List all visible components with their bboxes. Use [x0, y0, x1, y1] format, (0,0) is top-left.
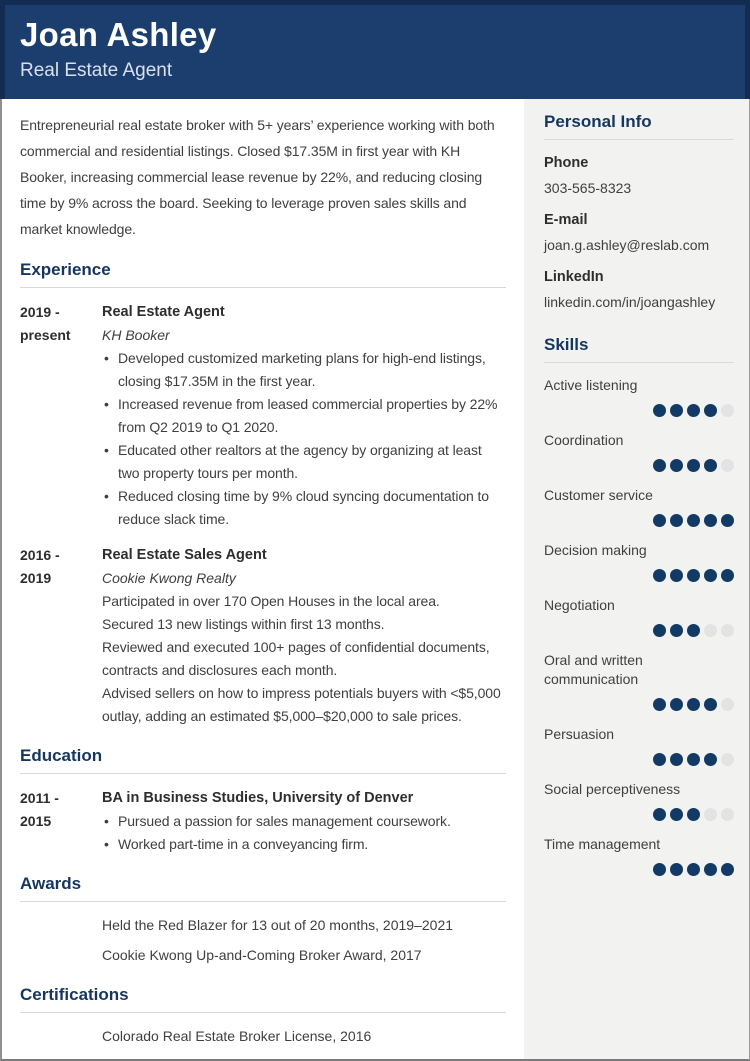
- skill-item: [544, 431, 734, 473]
- entry-body: [102, 301, 506, 531]
- skill-rating: [544, 808, 734, 822]
- skill-item: [544, 835, 734, 877]
- personal-info-fields: [544, 154, 734, 311]
- skill-name: Time management: [544, 836, 661, 852]
- skill-dot: [704, 404, 717, 417]
- entry-bullet: • Reduced closing time by 9% cloud syncing documentation to reduce slack time.: [102, 485, 506, 531]
- personal-info-heading: Personal Info: [544, 112, 734, 140]
- skill-dot: [653, 404, 666, 417]
- main-column: [2, 99, 524, 1059]
- skill-dot: [653, 514, 666, 527]
- entry-body: [102, 787, 506, 856]
- skill-dot: [704, 863, 717, 876]
- skill-dot: [721, 569, 734, 582]
- skill-dot: [653, 459, 666, 472]
- entry-date-start: 2011 -: [20, 790, 59, 806]
- section-experience: [20, 260, 506, 728]
- award-item: Held the Red Blazer for 13 out of 20 months, 2019–2021: [102, 917, 454, 933]
- entry-title: Real Estate Sales Agent: [102, 547, 267, 563]
- skill-dot: [670, 808, 683, 821]
- experience-entry: [20, 301, 506, 531]
- skill-dot: [704, 698, 717, 711]
- entry-bullet: • Educated other realtors at the agency by organizing at least two property tours per month.: [102, 439, 506, 485]
- skill-name: Persuasion: [544, 726, 615, 742]
- skill-dot: [670, 863, 683, 876]
- entry-line: Reviewed and executed 100+ pages of confidential documents, contracts and disclosures each month.: [102, 639, 490, 678]
- skill-dot: [687, 753, 700, 766]
- skill-dot: [670, 514, 683, 527]
- skill-rating: [544, 698, 734, 712]
- entry-date-start: 2016 -: [20, 547, 60, 563]
- entry-body: [102, 544, 506, 728]
- skills-list: [544, 376, 734, 877]
- certifications-heading: Certifications: [20, 985, 506, 1013]
- skill-dot: [653, 624, 666, 637]
- resume-body: [0, 99, 750, 1061]
- entry-line: Advised sellers on how to impress potentials buyers with <$5,000 outlay, adding an estimated $5,000–$20,000 to sale prices.: [102, 685, 501, 724]
- education-entry: [20, 787, 506, 856]
- education-entries: [20, 787, 506, 856]
- skill-name: Active listening: [544, 377, 638, 393]
- skill-dot: [687, 514, 700, 527]
- skill-dot: [653, 569, 666, 582]
- skill-dot: [704, 514, 717, 527]
- skill-rating: [544, 569, 734, 583]
- entry-dates: [20, 787, 102, 856]
- skill-dot: [721, 624, 734, 637]
- skill-dot: [653, 753, 666, 766]
- skill-dot: [653, 698, 666, 711]
- job-title: Real Estate Agent: [20, 60, 173, 81]
- skill-dot: [670, 459, 683, 472]
- skill-item: [544, 486, 734, 528]
- skill-name: Decision making: [544, 542, 647, 558]
- entry-line: Participated in over 170 Open Houses in the local area.: [102, 593, 440, 609]
- field-label: LinkedIn: [544, 269, 604, 285]
- award-item: Cookie Kwong Up-and-Coming Broker Award, 2017: [102, 947, 422, 963]
- field-value: linkedin.com/in/joangashley: [544, 294, 716, 310]
- skill-item: [544, 376, 734, 418]
- skill-dot: [721, 404, 734, 417]
- entry-dates: [20, 544, 102, 728]
- skill-dot: [653, 863, 666, 876]
- skill-dot: [721, 808, 734, 821]
- entry-date-end: present: [20, 327, 71, 343]
- skill-dot: [687, 404, 700, 417]
- skill-dot: [721, 459, 734, 472]
- entry-date-start: 2019 -: [20, 304, 60, 320]
- skill-rating: [544, 624, 734, 638]
- entry-bullets: [102, 810, 506, 856]
- skill-item: [544, 541, 734, 583]
- skill-dot: [670, 624, 683, 637]
- skills-heading: Skills: [544, 335, 734, 363]
- skill-rating: [544, 863, 734, 877]
- section-awards: [20, 874, 506, 967]
- entry-bullet: • Pursued a passion for sales management coursework.: [102, 810, 506, 833]
- skill-name: Oral and written communication: [544, 652, 643, 687]
- skill-dot: [670, 698, 683, 711]
- skill-dot: [653, 808, 666, 821]
- skill-name: Social perceptiveness: [544, 781, 681, 797]
- experience-entries: [20, 301, 506, 728]
- skill-dot: [670, 569, 683, 582]
- skill-dot: [721, 753, 734, 766]
- skill-rating: [544, 514, 734, 528]
- summary-text: Entrepreneurial real estate broker with 5+ years’ experience working with both commercial and residential listings. Closed $17.35M in first year with KH Booker, increasing commercial lease revenue by 22%, and reducing closing time by 9% across the board. Seeking to leverage proven sales skills and market knowledge.: [20, 117, 495, 237]
- section-certifications: [20, 985, 506, 1048]
- skill-dot: [704, 569, 717, 582]
- skill-dot: [704, 459, 717, 472]
- skill-rating: [544, 753, 734, 767]
- entry-company: KH Booker: [102, 327, 170, 343]
- skill-dot: [704, 753, 717, 766]
- skill-dot: [721, 863, 734, 876]
- skill-dot: [704, 624, 717, 637]
- entry-bullet: • Worked part-time in a conveyancing firm.: [102, 833, 506, 856]
- entry-bullet: • Increased revenue from leased commercial properties by 22% from Q2 2019 to Q1 2020.: [102, 393, 506, 439]
- experience-entry: [20, 544, 506, 728]
- skill-dot: [687, 459, 700, 472]
- skill-item: [544, 651, 734, 712]
- entry-line: Secured 13 new listings within first 13 months.: [102, 616, 385, 632]
- sidebar: [524, 99, 749, 1059]
- section-education: [20, 746, 506, 856]
- skill-item: [544, 596, 734, 638]
- awards-heading: Awards: [20, 874, 506, 902]
- entry-dates: [20, 301, 102, 531]
- skill-dot: [687, 863, 700, 876]
- skill-item: [544, 725, 734, 767]
- certification-item: Colorado Real Estate Broker License, 2016: [102, 1028, 372, 1044]
- skill-item: [544, 780, 734, 822]
- awards-list: [102, 914, 506, 967]
- field-label: Phone: [544, 155, 589, 171]
- person-name: Joan Ashley: [20, 16, 217, 53]
- education-heading: Education: [20, 746, 506, 774]
- entry-bullet: • Developed customized marketing plans for high-end listings, closing $17.35M in the first year.: [102, 347, 506, 393]
- skill-dot: [721, 514, 734, 527]
- skill-rating: [544, 459, 734, 473]
- skill-dot: [687, 624, 700, 637]
- entry-bullets: [102, 347, 506, 531]
- field-value: joan.g.ashley@reslab.com: [544, 237, 710, 253]
- skill-dot: [721, 698, 734, 711]
- field-label: E-mail: [544, 212, 588, 228]
- skill-dot: [670, 753, 683, 766]
- experience-heading: Experience: [20, 260, 506, 288]
- entry-company: Cookie Kwong Realty: [102, 570, 236, 586]
- skill-dot: [687, 808, 700, 821]
- resume-header: [0, 0, 750, 99]
- field-value: 303-565-8323: [544, 180, 632, 196]
- skill-name: Customer service: [544, 487, 653, 503]
- skill-dot: [687, 698, 700, 711]
- entry-date-end: 2019: [20, 570, 52, 586]
- certifications-list: [102, 1025, 506, 1048]
- entry-title: Real Estate Agent: [102, 304, 225, 320]
- skill-dot: [687, 569, 700, 582]
- entry-title: BA in Business Studies, University of Denver: [102, 790, 414, 806]
- skill-name: Negotiation: [544, 597, 615, 613]
- skill-dot: [670, 404, 683, 417]
- entry-date-end: 2015: [20, 813, 52, 829]
- skill-rating: [544, 404, 734, 418]
- skill-dot: [704, 808, 717, 821]
- skill-name: Coordination: [544, 432, 624, 448]
